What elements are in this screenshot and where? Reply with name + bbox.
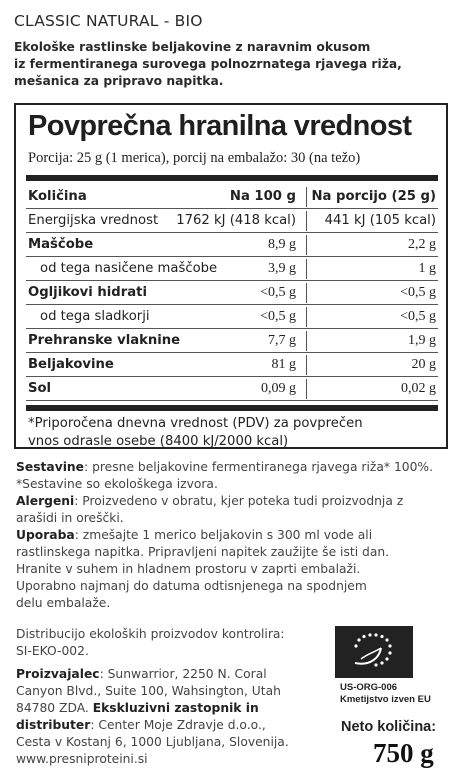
nutrient-name: Prehranske vlaknine bbox=[28, 333, 181, 348]
importer-label: distributer bbox=[16, 718, 91, 732]
usage-line: Uporabno najmanj do datuma odtisnjenega na spodnjem bbox=[16, 579, 367, 593]
rule-divider bbox=[26, 405, 438, 411]
value-per100: 7,7 g bbox=[268, 333, 296, 348]
column-divider bbox=[306, 235, 307, 255]
importer-label: Ekskluzivni zastopnik in bbox=[92, 701, 259, 715]
ingredients-note: *Sestavine so ekološkega izvora. bbox=[16, 477, 218, 491]
serving-info: Porcija: 25 g (1 merica), porcij na embalažo: 30 (na težo) bbox=[28, 150, 361, 166]
column-divider bbox=[306, 211, 307, 231]
value-per100: <0,5 g bbox=[260, 309, 296, 324]
value-per100: 3,9 g bbox=[268, 261, 296, 276]
net-quantity-label: Neto količina: bbox=[341, 719, 437, 735]
producer-line: Canyon Blvd., Suite 100, Wahsington, Utah bbox=[16, 684, 281, 698]
nutrition-table bbox=[26, 185, 438, 401]
nutrition-panel bbox=[14, 103, 448, 449]
nutrition-title: Povprečna hranilna vrednost bbox=[28, 110, 412, 142]
intro-line: mešanica za pripravo napitka. bbox=[14, 74, 224, 88]
table-row bbox=[26, 377, 438, 401]
nutrient-name: Energijska vrednost bbox=[28, 213, 159, 228]
website-link: www.presniproteini.si bbox=[16, 752, 148, 766]
importer-line: : Center Moje Zdravje d.o.o., bbox=[90, 718, 266, 732]
distribution-section bbox=[16, 626, 316, 660]
value-perportion: 0,02 g bbox=[401, 381, 436, 396]
usage-line: : zmešajte 1 merico beljakovin s 300 ml vode ali bbox=[74, 528, 373, 542]
value-perportion: <0,5 g bbox=[400, 285, 436, 300]
value-per100: 81 g bbox=[271, 357, 296, 372]
ingredients-label: Sestavine bbox=[16, 460, 85, 474]
table-row bbox=[26, 281, 438, 305]
value-perportion: <0,5 g bbox=[400, 309, 436, 324]
allergens-label: Alergeni bbox=[16, 494, 75, 508]
rule-divider bbox=[26, 175, 438, 181]
usage-line: rastlinskega napitka. Pripravljeni napitek zaužijte še isti dan. bbox=[16, 545, 390, 559]
allergens-text-cont: arašidi in oreščki. bbox=[16, 511, 124, 525]
usage-label: Uporaba bbox=[16, 528, 75, 542]
allergens-section bbox=[16, 493, 456, 527]
producer-label: Proizvajalec bbox=[16, 667, 100, 681]
nutrient-name: Ogljikovi hidrati bbox=[28, 285, 147, 300]
net-quantity-value: 750 g bbox=[373, 738, 434, 768]
value-per100: 1762 kJ (418 kcal) bbox=[176, 213, 296, 228]
column-divider bbox=[306, 187, 307, 207]
value-perportion: 1 g bbox=[418, 261, 436, 276]
producer-section bbox=[16, 666, 316, 768]
footnote-line: vnos odrasle osebe (8400 kJ/2000 kcal) bbox=[28, 434, 289, 449]
ingredients-text: : presne beljakovine fermentiranega rjavega riža* 100%. bbox=[84, 460, 434, 474]
distribution-line: Distribucijo ekoloških proizvodov kontrolira: bbox=[16, 627, 285, 641]
intro-line: Ekološke rastlinske beljakovine z naravnim okusom bbox=[14, 40, 371, 54]
value-per100: 8,9 g bbox=[268, 237, 296, 252]
nutrient-name: Beljakovine bbox=[28, 357, 114, 372]
usage-section bbox=[16, 527, 456, 612]
ingredients-section bbox=[16, 459, 456, 493]
column-divider bbox=[306, 259, 307, 279]
value-perportion: 1,9 g bbox=[408, 333, 436, 348]
value-per100: <0,5 g bbox=[260, 285, 296, 300]
allergens-text: : Proizvedeno v obratu, kjer poteka tudi proizvodnja z bbox=[74, 494, 404, 508]
value-perportion: 2,2 g bbox=[408, 237, 436, 252]
value-perportion: 20 g bbox=[411, 357, 436, 372]
column-divider bbox=[306, 379, 307, 399]
product-intro bbox=[14, 39, 454, 90]
column-header-perportion: Na porcijo (25 g) bbox=[311, 189, 436, 204]
intro-line: iz fermentiranega surovega polnozrnatega rjavega riža, bbox=[14, 57, 402, 71]
value-per100: 0,09 g bbox=[261, 381, 296, 396]
column-header-name: Količina bbox=[28, 189, 87, 204]
table-row bbox=[26, 233, 438, 257]
footnote-line: *Priporočena dnevna vrednost (PDV) za povprečen bbox=[28, 416, 363, 431]
brand-line: CLASSIC NATURAL - BIO bbox=[14, 12, 203, 30]
column-divider bbox=[306, 283, 307, 303]
nutrient-name: Sol bbox=[28, 381, 52, 396]
column-divider bbox=[306, 355, 307, 375]
usage-line: Hranite v suhem in hladnem prostoru v zaprti embalaži. bbox=[16, 562, 361, 576]
certification-origin: Kmetijstvo izven EU bbox=[340, 694, 431, 705]
nutrient-name: Maščobe bbox=[28, 237, 94, 252]
column-header-per100: Na 100 g bbox=[229, 189, 296, 204]
value-perportion: 441 kJ (105 kcal) bbox=[324, 213, 436, 228]
usage-line: delu embalaže. bbox=[16, 596, 111, 610]
table-row bbox=[26, 305, 438, 329]
table-header-row bbox=[26, 185, 438, 209]
importer-line: Cesta v Kostanj 6, 1000 Ljubljana, Slovenija. bbox=[16, 735, 289, 749]
certification-info bbox=[340, 682, 431, 706]
column-divider bbox=[306, 307, 307, 327]
producer-line: : Sunwarrior, 2250 N. Coral bbox=[99, 667, 267, 681]
producer-line: 84780 ZDA. bbox=[16, 701, 89, 715]
table-row bbox=[26, 257, 438, 281]
distribution-line: SI-EKO-002. bbox=[16, 644, 89, 658]
column-divider bbox=[306, 331, 307, 351]
table-row bbox=[26, 329, 438, 353]
footnote bbox=[28, 415, 438, 451]
eu-organic-leaf-icon bbox=[335, 626, 413, 678]
nutrient-name: od tega nasičene maščobe bbox=[40, 261, 218, 276]
table-row bbox=[26, 353, 438, 377]
nutrient-name: od tega sladkorji bbox=[40, 309, 150, 324]
certification-code: US-ORG-006 bbox=[340, 682, 398, 693]
table-row bbox=[26, 209, 438, 233]
